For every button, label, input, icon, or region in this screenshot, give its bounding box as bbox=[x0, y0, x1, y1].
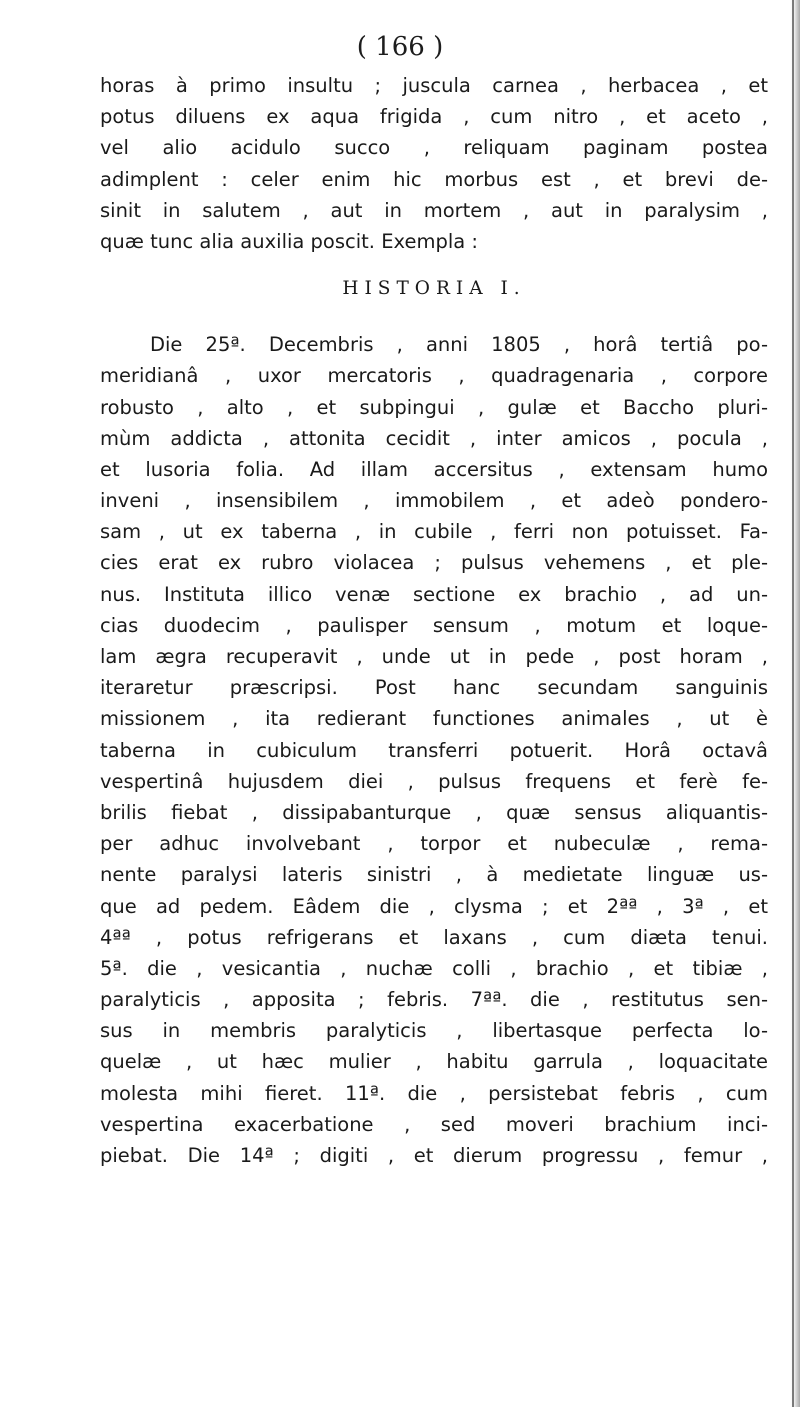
text-line: 5ª. die , vesicantia , nuchæ colli , brachio , et tibiæ , bbox=[100, 956, 768, 980]
paragraph-historia bbox=[100, 329, 768, 1171]
text-line: quelæ , ut hæc mulier , habitu garrula , loquacitate bbox=[100, 1050, 768, 1074]
text-line: mùm addicta , attonita cecidit , inter amicos , pocula , bbox=[100, 426, 768, 450]
text-line: et lusoria folia. Ad illam accersitus , extensam humo bbox=[100, 457, 768, 481]
text-line: brilis fiebat , dissipabanturque , quæ sensus aliquantis- bbox=[100, 800, 768, 824]
text-line: Die 25ª. Decembris , anni 1805 , horâ tertiâ po- bbox=[150, 333, 768, 357]
text-line: vel alio acidulo succo , reliquam paginam postea bbox=[100, 136, 768, 160]
body-text bbox=[100, 70, 768, 1171]
text-line: taberna in cubiculum transferri potuerit. Horâ octavâ bbox=[100, 738, 768, 762]
text-line: vespertinâ hujusdem diei , pulsus frequens et ferè fe- bbox=[100, 769, 768, 793]
text-line: meridianâ , uxor mercatoris , quadragenaria , corpore bbox=[100, 364, 768, 388]
page-edge-line bbox=[792, 0, 794, 1407]
section-heading: HISTORIA I. bbox=[342, 278, 526, 300]
paragraph-intro bbox=[100, 70, 768, 257]
text-line: que ad pedem. Eâdem die , clysma ; et 2ªª , 3ª , et bbox=[100, 894, 768, 918]
text-line: paralyticis , apposita ; febris. 7ªª. die , restitutus sen- bbox=[100, 988, 768, 1012]
text-line: sam , ut ex taberna , in cubile , ferri non potuisset. Fa- bbox=[100, 520, 768, 544]
text-line: lam ægra recuperavit , unde ut in pede , post horam , bbox=[100, 645, 768, 668]
text-line: sinit in salutem , aut in mortem , aut in paralysim , bbox=[100, 198, 768, 222]
text-line: nente paralysi lateris sinistri , à medietate linguæ us- bbox=[100, 863, 768, 887]
text-line: horas à primo insultu ; juscula carnea , herbacea , et bbox=[100, 74, 768, 97]
text-line: robusto , alto , et subpingui , gulæ et Baccho pluri- bbox=[100, 395, 768, 419]
text-line: 4ªª , potus refrigerans et laxans , cum diæta tenui. bbox=[100, 925, 768, 949]
text-line: quæ tunc alia auxilia poscit. Exempla : bbox=[100, 229, 478, 253]
text-line: vespertina exacerbatione , sed moveri brachium inci- bbox=[100, 1112, 768, 1136]
text-line: molesta mihi fieret. 11ª. die , persistebat febris , cum bbox=[100, 1081, 768, 1105]
text-line: inveni , insensibilem , immobilem , et adeò pondero- bbox=[100, 489, 768, 513]
text-line: per adhuc involvebant , torpor et nubeculæ , rema- bbox=[100, 832, 768, 856]
text-line: potus diluens ex aqua frigida , cum nitro , et aceto , bbox=[100, 105, 768, 129]
text-line: piebat. Die 14ª ; digiti , et dierum progressu , femur , bbox=[100, 1144, 768, 1167]
text-line: missionem , ita redierant functiones animales , ut è bbox=[100, 707, 768, 731]
text-line: cias duodecim , paulisper sensum , motum et loque- bbox=[100, 613, 768, 637]
text-line: cies erat ex rubro violacea ; pulsus vehemens , et ple- bbox=[100, 551, 768, 575]
text-line: nus. Instituta illico venæ sectione ex brachio , ad un- bbox=[100, 582, 768, 606]
text-line: adimplent : celer enim hic morbus est , et brevi de- bbox=[100, 167, 768, 191]
text-line: iteraretur præscripsi. Post hanc secundam sanguinis bbox=[100, 676, 768, 700]
page-number: ( 166 ) bbox=[356, 32, 444, 62]
text-line: sus in membris paralyticis , libertasque perfecta lo- bbox=[100, 1019, 768, 1043]
